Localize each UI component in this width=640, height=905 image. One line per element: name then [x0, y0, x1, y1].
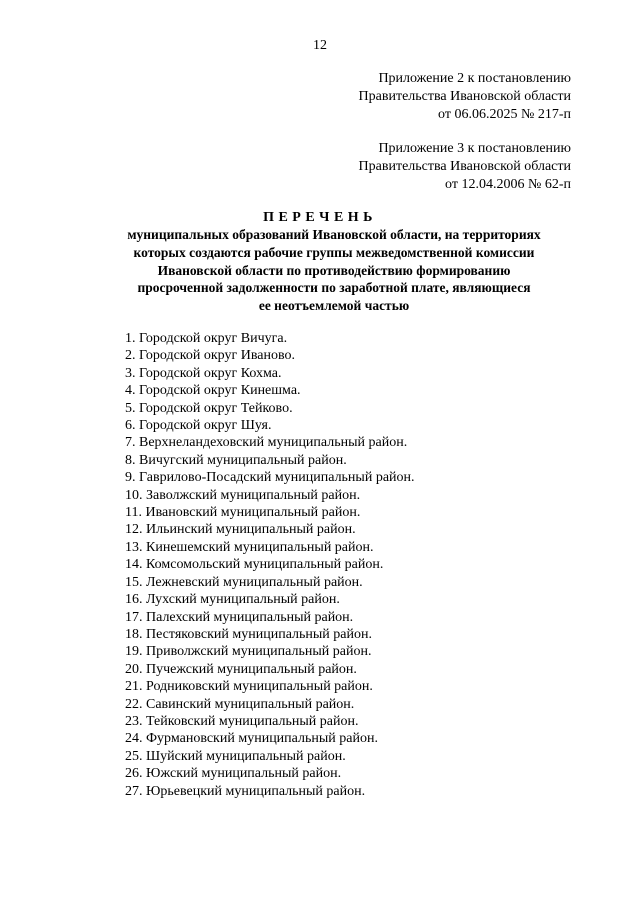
subtitle-line: которых создаются рабочие группы межведомственной комиссии: [133, 244, 535, 260]
appendix-original-line3: от 12.04.2006 № 62-п: [445, 177, 571, 192]
appendix-original-header: [359, 140, 571, 194]
document-title: ПЕРЕЧЕНЬ: [263, 210, 377, 225]
list-item: 23. Тейковский муниципальный район.: [125, 713, 359, 729]
appendix-current-line2: Правительства Ивановской области: [358, 89, 571, 104]
list-item: 22. Савинский муниципальный район.: [125, 696, 355, 712]
list-item: 1. Городской округ Вичуга.: [125, 331, 288, 346]
subtitle-line: ее неотъемлемой частью: [258, 298, 410, 314]
list-item: 17. Палехский муниципальный район.: [125, 609, 354, 625]
list-item: 7. Верхнеландеховский муниципальный район.: [125, 435, 408, 451]
list-item: 8. Вичугский муниципальный район.: [125, 452, 347, 468]
list-item: 21. Родниковский муниципальный район.: [125, 679, 373, 695]
subtitle-line: Ивановской области по противодействию формированию: [157, 262, 511, 278]
list-item: 14. Комсомольский муниципальный район.: [125, 557, 384, 573]
page-number: 12: [313, 38, 327, 53]
list-item: 11. Ивановский муниципальный район.: [125, 505, 361, 521]
list-item: 2. Городской округ Иваново.: [125, 348, 295, 364]
appendix-original-line1: Приложение 3 к постановлению: [378, 141, 571, 156]
appendix-current-line1: Приложение 2 к постановлению: [378, 71, 571, 86]
list-item: 13. Кинешемский муниципальный район.: [125, 539, 374, 555]
list-item: 19. Приволжский муниципальный район.: [125, 644, 372, 660]
appendix-current-header: [359, 70, 571, 124]
list-item: 12. Ильинский муниципальный район.: [125, 522, 356, 538]
list-item: 6. Городской округ Шуя.: [125, 418, 272, 434]
municipality-list: [125, 330, 415, 800]
subtitle-line: просроченной задолженности по заработной плате, являющиеся: [137, 280, 531, 296]
list-item: 10. Заволжский муниципальный район.: [125, 487, 361, 503]
appendix-original-line2: Правительства Ивановской области: [358, 159, 571, 174]
document-subtitle: [96, 226, 572, 315]
list-item: 4. Городской округ Кинешма.: [125, 383, 301, 399]
list-item: 25. Шуйский муниципальный район.: [125, 748, 346, 764]
list-item: 15. Лежневский муниципальный район.: [125, 574, 363, 590]
list-item: 3. Городской округ Кохма.: [125, 365, 282, 381]
list-item: 18. Пестяковский муниципальный район.: [125, 626, 372, 642]
appendix-current-line3: от 06.06.2025 № 217-п: [438, 107, 571, 122]
list-item: 20. Пучежский муниципальный район.: [125, 661, 357, 677]
list-item: 24. Фурмановский муниципальный район.: [125, 731, 378, 747]
list-item: 5. Городской округ Тейково.: [125, 400, 293, 416]
list-item: 27. Юрьевецкий муниципальный район.: [125, 783, 366, 799]
list-item: 16. Лухский муниципальный район.: [125, 592, 340, 608]
list-item: 26. Южский муниципальный район.: [125, 766, 342, 782]
subtitle-line: муниципальных образований Ивановской области, на территориях: [127, 227, 541, 242]
list-item: 9. Гаврилово-Посадский муниципальный район.: [125, 470, 415, 486]
